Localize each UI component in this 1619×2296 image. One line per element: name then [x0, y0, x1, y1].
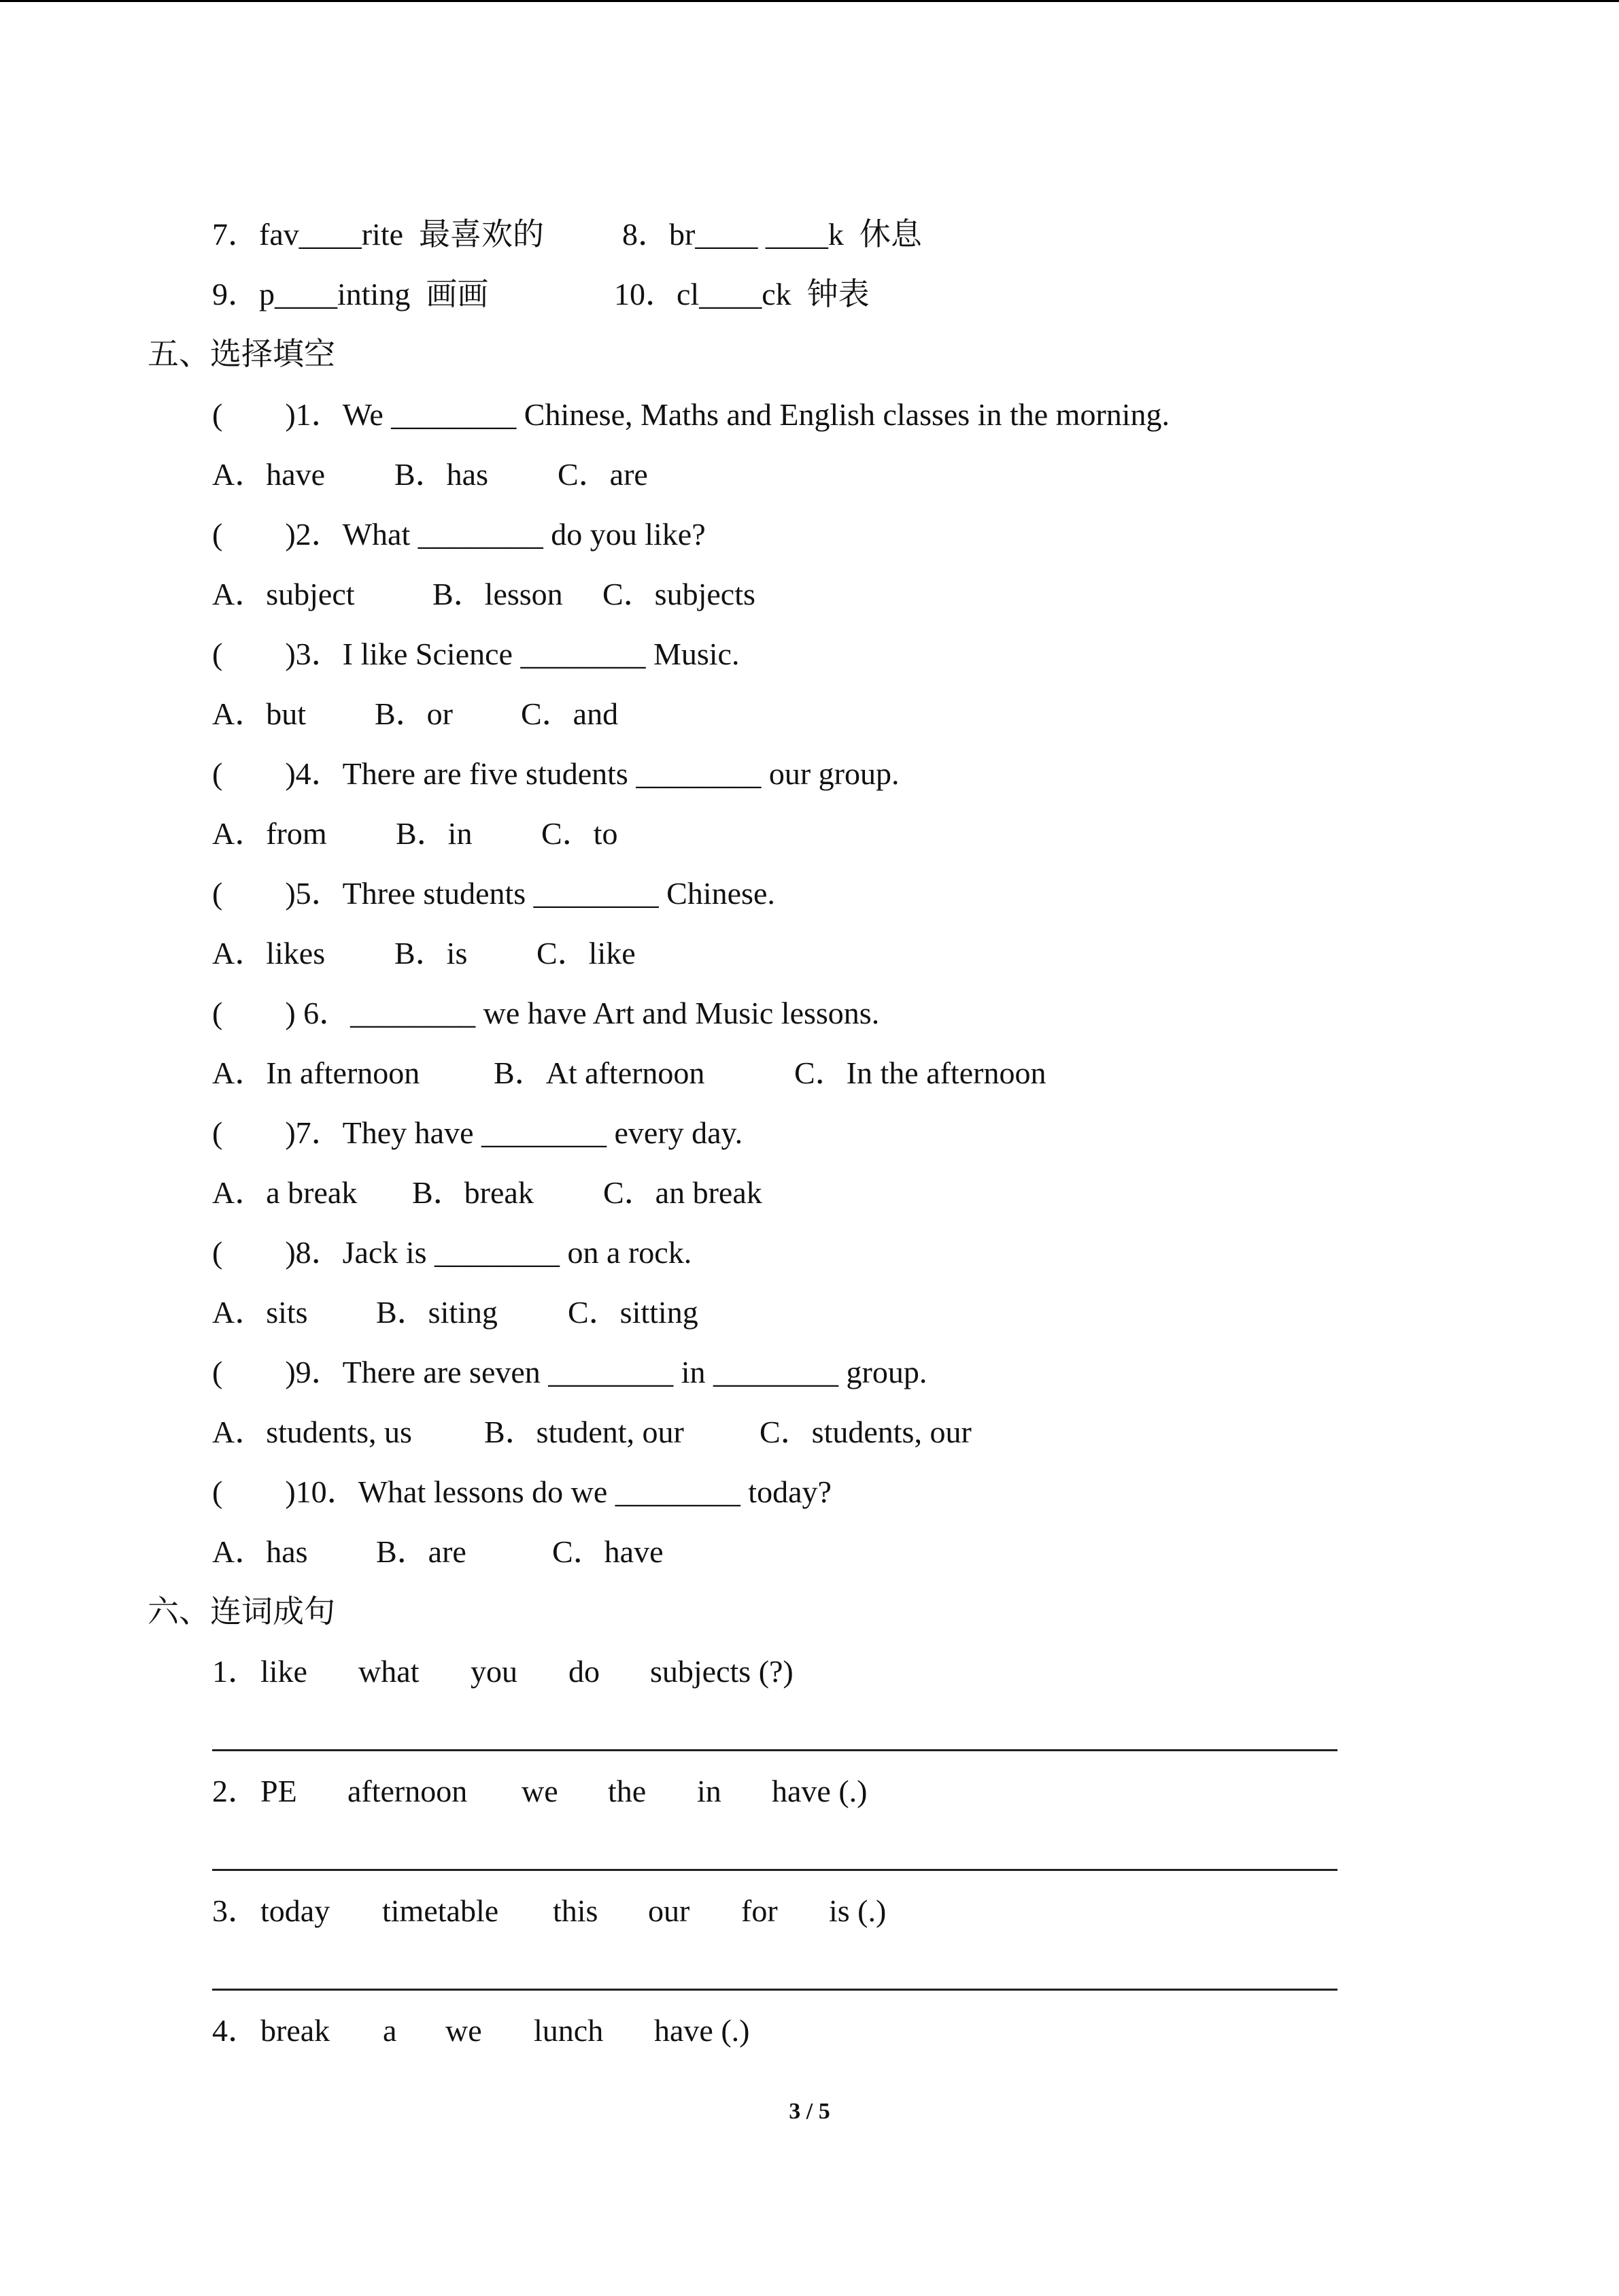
word: a	[383, 2013, 397, 2048]
word: for	[741, 1893, 778, 1928]
word: what	[358, 1654, 420, 1689]
question-1-stem: ( )1．We ________ Chinese, Maths and English classes in the morning.	[212, 397, 1170, 432]
option-a: A．likes	[212, 936, 326, 970]
word: the	[608, 1774, 647, 1808]
option-c: C．students, our	[760, 1415, 972, 1449]
option-c: C．In the afternoon	[794, 1056, 1046, 1090]
option-a: A．In afternoon	[212, 1056, 420, 1090]
word: our	[648, 1893, 690, 1928]
word: we	[445, 2013, 482, 2048]
word: this	[553, 1893, 598, 1928]
option-b: B．At afternoon	[494, 1056, 705, 1090]
question-7-options	[0, 1172, 762, 1213]
word: have (.)	[654, 2013, 750, 2048]
option-c: C．sitting	[568, 1295, 698, 1330]
sentence-4	[0, 2010, 750, 2051]
option-b: B．has	[394, 457, 488, 492]
sentence-number: 3．	[212, 1893, 259, 1928]
question-2-stem: ( )2．What ________ do you like?	[212, 517, 706, 552]
option-a: A．sits	[212, 1295, 308, 1330]
question-4-stem: ( )4．There are five students ________ our group.	[212, 756, 900, 791]
option-a: A．subject	[212, 577, 355, 611]
word: we	[522, 1774, 558, 1808]
question-1-options	[0, 454, 648, 495]
option-b: B．student, our	[484, 1415, 684, 1449]
question-8-options	[0, 1292, 698, 1333]
sentence-1	[0, 1651, 794, 1692]
option-c: C．have	[552, 1534, 664, 1569]
vocab-line-2	[0, 274, 870, 315]
question-5-stem: ( )5．Three students ________ Chinese.	[212, 876, 775, 911]
option-b: B．break	[412, 1175, 534, 1210]
word: timetable	[382, 1893, 499, 1928]
word: afternoon	[347, 1774, 468, 1808]
word: have (.)	[772, 1774, 868, 1808]
question-5-options	[0, 933, 636, 974]
word: lunch	[534, 2013, 604, 2048]
question-6-stem: ( ) 6．________ we have Art and Music lessons.	[212, 996, 880, 1030]
question-7-stem: ( )7．They have ________ every day.	[212, 1115, 743, 1150]
question-3-options	[0, 694, 619, 735]
sentence-number: 2．	[212, 1774, 259, 1808]
option-a: A．have	[212, 457, 326, 492]
question-9-options	[0, 1412, 972, 1453]
vocab-item-10: 10．cl____ck 钟表	[614, 277, 870, 311]
option-a: A．has	[212, 1534, 308, 1569]
word: in	[697, 1774, 721, 1808]
word: PE	[260, 1774, 297, 1808]
word: do	[568, 1654, 600, 1689]
answer-line-3[interactable]	[212, 1989, 1337, 1991]
question-3-stem: ( )3．I like Science ________ Music.	[212, 637, 740, 671]
word: today	[260, 1893, 330, 1928]
sentence-number: 4．	[212, 2013, 259, 2048]
option-b: B．siting	[376, 1295, 498, 1330]
vocab-item-7: 7．fav____rite 最喜欢的	[212, 217, 545, 252]
vocab-item-8: 8．br____ ____k 休息	[622, 217, 922, 252]
word: is (.)	[829, 1893, 887, 1928]
option-a: A．but	[212, 696, 306, 731]
word: subjects (?)	[650, 1654, 794, 1689]
answer-line-1[interactable]	[212, 1749, 1337, 1751]
sentence-2	[0, 1771, 868, 1812]
option-b: B．are	[376, 1534, 466, 1569]
vocab-line-1	[0, 214, 922, 255]
question-4-options	[0, 813, 618, 854]
question-2-options	[0, 574, 755, 615]
option-a: A．a break	[212, 1175, 358, 1210]
option-c: C．and	[521, 696, 619, 731]
answer-line-2[interactable]	[212, 1869, 1337, 1871]
option-c: C．to	[541, 816, 618, 851]
page-number: 3 / 5	[789, 2099, 830, 2124]
section-5-title: 五、选择填空	[148, 337, 335, 371]
page-top-border	[0, 0, 1619, 2]
question-10-options	[0, 1532, 664, 1572]
option-c: C．subjects	[602, 577, 755, 611]
question-8-stem: ( )8．Jack is ________ on a rock.	[212, 1235, 692, 1270]
option-b: B．in	[396, 816, 473, 851]
question-10-stem: ( )10．What lessons do we ________ today?	[212, 1474, 832, 1509]
question-9-stem: ( )9．There are seven ________ in ________ group.	[212, 1355, 927, 1389]
question-6-options	[0, 1053, 1046, 1094]
option-a: A．from	[212, 816, 327, 851]
sentence-number: 1．	[212, 1654, 259, 1689]
option-b: B．lesson	[432, 577, 563, 611]
option-a: A．students, us	[212, 1415, 412, 1449]
vocab-item-9: 9．p____inting 画画	[212, 277, 489, 311]
option-c: C．are	[558, 457, 648, 492]
option-c: C．an break	[603, 1175, 762, 1210]
option-b: B．is	[394, 936, 468, 970]
option-b: B．or	[375, 696, 453, 731]
option-c: C．like	[536, 936, 636, 970]
sentence-3	[0, 1891, 887, 1931]
word: like	[260, 1654, 307, 1689]
word: you	[471, 1654, 517, 1689]
word: break	[260, 2013, 330, 2048]
section-6-title: 六、连词成句	[148, 1594, 335, 1629]
